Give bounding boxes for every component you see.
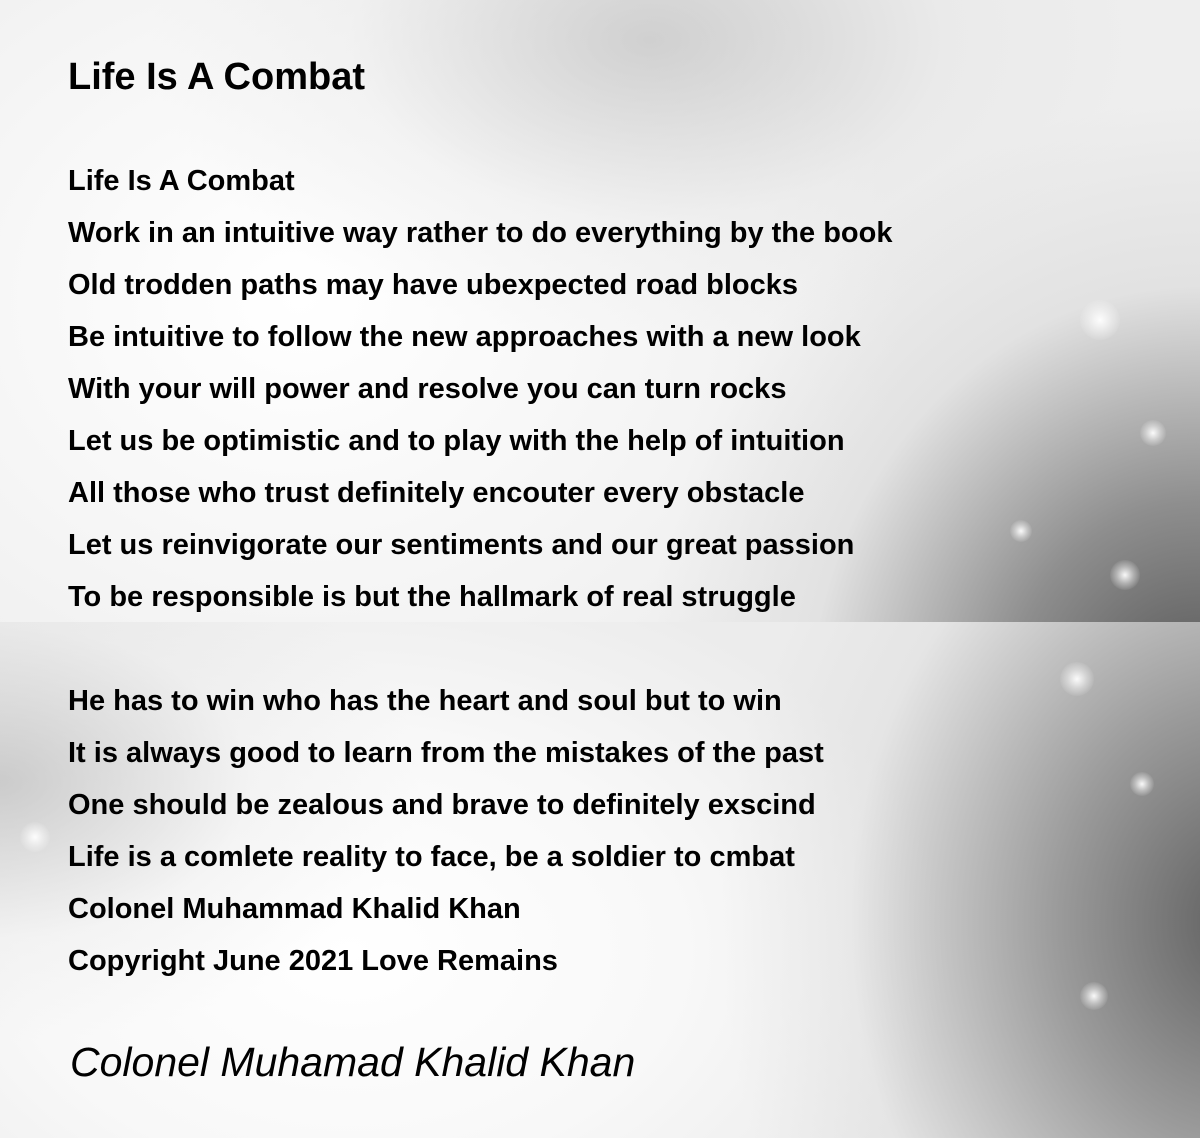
poem-line: It is always good to learn from the mistakes of the past	[68, 737, 824, 769]
poem-stanza-1	[68, 155, 892, 623]
poem-line: All those who trust definitely encouter every obstacle	[68, 477, 805, 509]
poem-line: Let us be optimistic and to play with the help of intuition	[68, 425, 845, 457]
author-signature: Colonel Muhamad Khalid Khan	[70, 1039, 636, 1085]
poem-line: With your will power and resolve you can turn rocks	[68, 373, 787, 405]
poem-line: Colonel Muhammad Khalid Khan	[68, 893, 521, 925]
poem-line: To be responsible is but the hallmark of real struggle	[68, 581, 796, 613]
poem-line: Work in an intuitive way rather to do everything by the book	[68, 217, 893, 249]
poem-stanza-2	[68, 675, 824, 987]
poem-title: Life Is A Combat	[68, 56, 365, 98]
poem-line: He has to win who has the heart and soul but to win	[68, 685, 782, 717]
poem-line: Old trodden paths may have ubexpected road blocks	[68, 269, 799, 301]
poem-line: Life is a comlete reality to face, be a soldier to cmbat	[68, 841, 795, 873]
poem-line: Let us reinvigorate our sentiments and our great passion	[68, 529, 855, 561]
poem-line: Copyright June 2021 Love Remains	[68, 945, 558, 977]
poem-line: One should be zealous and brave to definitely exscind	[68, 789, 816, 821]
poem-line: Life Is A Combat	[68, 165, 295, 197]
poem-line: Be intuitive to follow the new approaches with a new look	[68, 321, 861, 353]
